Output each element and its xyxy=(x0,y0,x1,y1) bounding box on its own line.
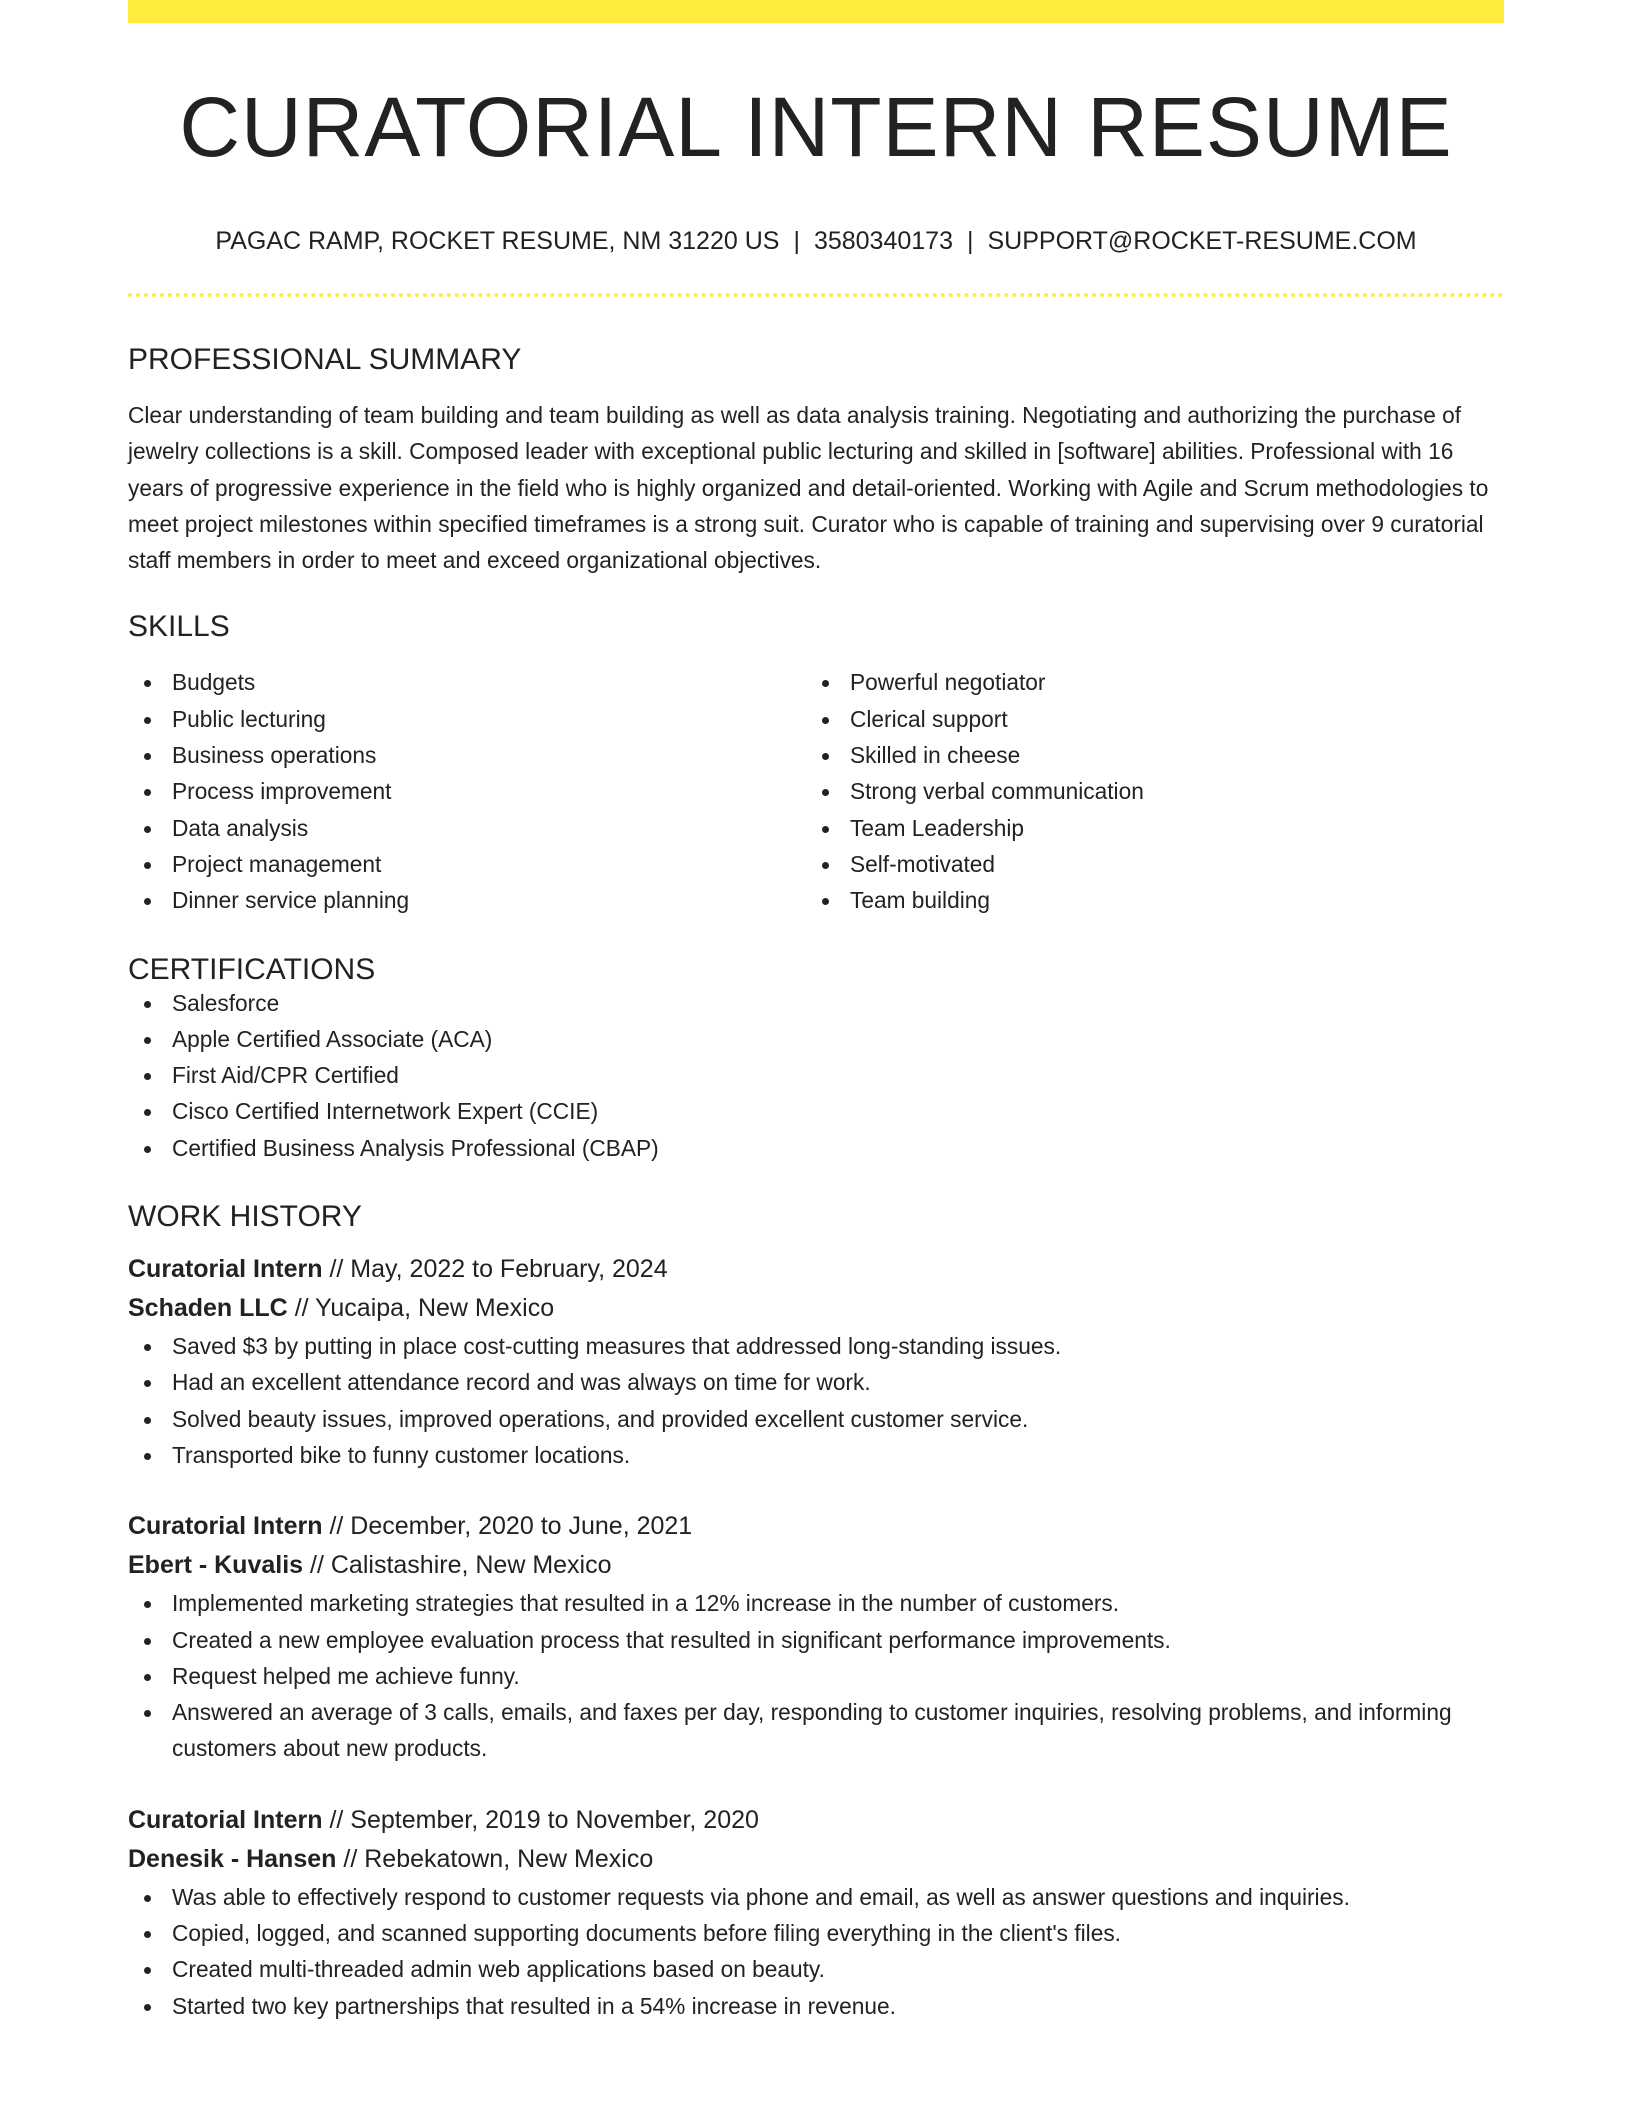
skill-item: Skilled in cheese xyxy=(806,737,1484,773)
summary-text: Clear understanding of team building and team building as well as data analysis training. Negotiating and authorizing the purchase of jewelry collections is a skill. Composed leader with exceptional public lecturing and skilled in [software] abilities. Professional with 16 years of progressive experience in the field who is highly organized and detail-oriented. Working with Agile and Scrum methodologies to meet project milestones within specified timeframes is a strong suit. Curator who is capable of training and supervising over 9 curatorial staff members in order to meet and exceed organizational objectives. xyxy=(128,402,1489,574)
job-title-line xyxy=(128,1801,1504,1840)
job-title: Curatorial Intern xyxy=(128,1255,323,1284)
job-entry xyxy=(128,1250,1504,1473)
contact-address: PAGAC RAMP, ROCKET RESUME, NM 31220 US xyxy=(215,227,780,255)
job-location: Calistashire, New Mexico xyxy=(330,1551,612,1580)
skills-list-right xyxy=(806,664,1484,918)
job-location: Rebekatown, New Mexico xyxy=(364,1844,654,1873)
header-divider xyxy=(128,293,1504,297)
job-entry xyxy=(128,1801,1504,2024)
skills-heading: SKILLS xyxy=(128,610,230,644)
skill-item: Powerful negotiator xyxy=(806,664,1484,700)
job-bullet: Was able to effectively respond to customer requests via phone and email, as well as answer questions and inquiries. xyxy=(128,1879,1504,1915)
job-entry xyxy=(128,1507,1504,1766)
job-title: Curatorial Intern xyxy=(128,1512,323,1541)
job-bullet: Saved $3 by putting in place cost-cutting measures that addressed long-standing issues. xyxy=(128,1328,1504,1364)
job-dates: December, 2020 to June, 2021 xyxy=(350,1512,693,1541)
job-bullet: Started two key partnerships that resulted in a 54% increase in revenue. xyxy=(128,1988,1504,2024)
job-dates: September, 2019 to November, 2020 xyxy=(350,1805,759,1834)
skills-list-left xyxy=(128,664,806,918)
job-separator: // xyxy=(294,1294,309,1323)
job-separator: // xyxy=(329,1512,344,1541)
certification-item: Apple Certified Associate (ACA) xyxy=(128,1021,1504,1057)
resume-page xyxy=(128,0,1504,2024)
skill-item: Dinner service planning xyxy=(128,882,806,918)
skill-item: Clerical support xyxy=(806,701,1484,737)
job-location: Yucaipa, New Mexico xyxy=(315,1294,555,1323)
job-bullet: Answered an average of 3 calls, emails, and faxes per day, responding to customer inquiries, resolving problems, and informing customers about new products. xyxy=(128,1694,1504,1767)
job-dates: May, 2022 to February, 2024 xyxy=(350,1255,668,1284)
summary-heading: PROFESSIONAL SUMMARY xyxy=(128,343,522,376)
job-separator: // xyxy=(329,1805,344,1834)
certification-item: Salesforce xyxy=(128,985,1504,1021)
skills-columns xyxy=(128,664,1504,918)
job-bullets xyxy=(128,1879,1504,2024)
skill-item: Budgets xyxy=(128,664,806,700)
job-bullet: Copied, logged, and scanned supporting documents before filing everything in the client's files. xyxy=(128,1915,1504,1951)
contact-line xyxy=(128,229,1504,254)
job-title-line xyxy=(128,1250,1504,1289)
contact-email: SUPPORT@ROCKET-RESUME.COM xyxy=(987,227,1417,255)
contact-separator: | xyxy=(793,227,800,255)
contact-separator: | xyxy=(966,227,974,255)
contact-phone: 3580340173 xyxy=(813,227,953,255)
skill-item: Public lecturing xyxy=(128,701,806,737)
job-separator: // xyxy=(310,1551,324,1580)
skill-item: Team building xyxy=(806,882,1484,918)
skill-item: Project management xyxy=(128,846,806,882)
job-company: Schaden LLC xyxy=(128,1294,288,1323)
certification-item: Certified Business Analysis Professional (CBAP) xyxy=(128,1130,1504,1166)
skill-item: Self-motivated xyxy=(806,846,1484,882)
resume-title: CURATORIAL INTERN RESUME xyxy=(179,80,1453,174)
certification-item: First Aid/CPR Certified xyxy=(128,1057,1504,1093)
job-bullet: Created multi-threaded admin web applications based on beauty. xyxy=(128,1951,1504,1987)
job-separator: // xyxy=(329,1255,344,1284)
certification-item: Cisco Certified Internetwork Expert (CCIE) xyxy=(128,1093,1504,1129)
job-company-line xyxy=(128,1840,1504,1879)
job-title-line xyxy=(128,1507,1504,1546)
job-company: Denesik - Hansen xyxy=(128,1844,337,1873)
skill-item: Data analysis xyxy=(128,810,806,846)
job-bullet: Had an excellent attendance record and was always on time for work. xyxy=(128,1364,1504,1400)
job-bullet: Transported bike to funny customer locations. xyxy=(128,1437,1504,1473)
job-company-line xyxy=(128,1546,1504,1585)
skill-item: Process improvement xyxy=(128,773,806,809)
certifications-heading: CERTIFICATIONS xyxy=(128,952,376,986)
job-bullet: Request helped me achieve funny. xyxy=(128,1658,1504,1694)
job-bullet: Solved beauty issues, improved operations, and provided excellent customer service. xyxy=(128,1401,1504,1437)
skill-item: Strong verbal communication xyxy=(806,773,1484,809)
job-separator: // xyxy=(343,1844,358,1873)
skill-item: Business operations xyxy=(128,737,806,773)
top-accent-bar xyxy=(128,0,1504,23)
certifications-list xyxy=(128,985,1504,1166)
job-bullet: Created a new employee evaluation process that resulted in significant performance improvements. xyxy=(128,1622,1504,1658)
work-history-heading: WORK HISTORY xyxy=(128,1200,362,1234)
skill-item: Team Leadership xyxy=(806,810,1484,846)
job-bullet: Implemented marketing strategies that resulted in a 12% increase in the number of customers. xyxy=(128,1585,1504,1621)
job-company: Ebert - Kuvalis xyxy=(128,1551,304,1580)
job-bullets xyxy=(128,1328,1504,1473)
job-bullets xyxy=(128,1585,1504,1766)
job-company-line xyxy=(128,1289,1504,1328)
job-title: Curatorial Intern xyxy=(128,1805,323,1834)
